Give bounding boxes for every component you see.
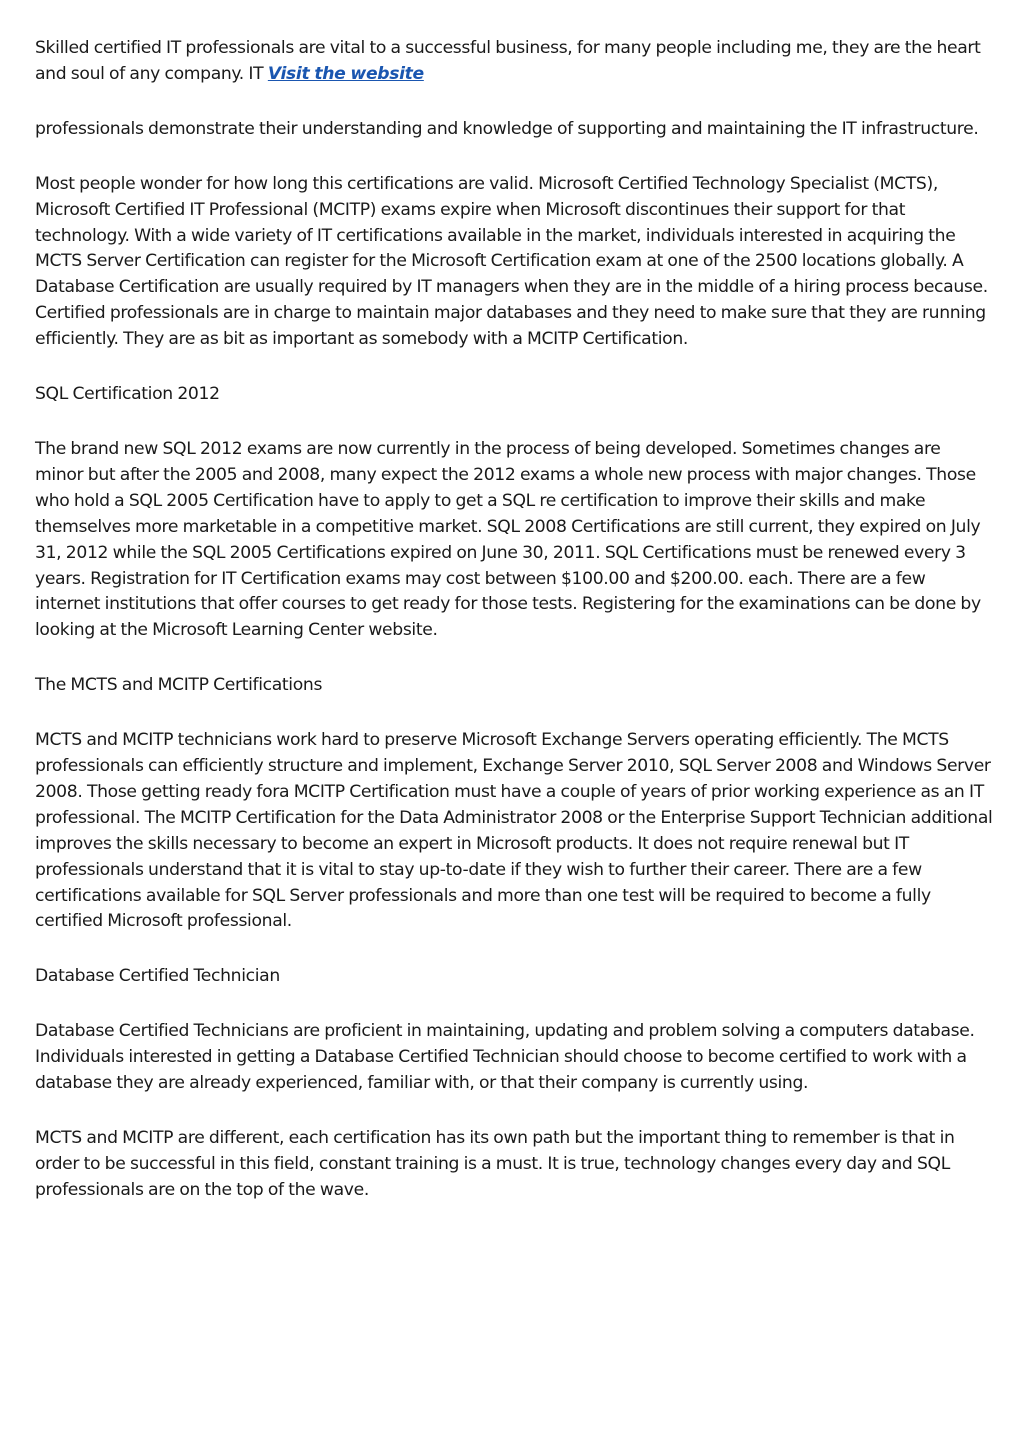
paragraph-it-professionals: professionals demonstrate their understanding and knowledge of supporting and maintaining the IT infrastructure.	[35, 118, 979, 139]
paragraph-certification-validity: Most people wonder for how long this certifications are valid. Microsoft Certified Technology Specialist (MCTS), Microsoft Certified IT Professional (MCITP) exams expire when Microsoft discontinues their support for that technology. With a wide variety of IT certifications available in the market, individuals interested in acquiring the MCTS Server Certification can register for the Microsoft Certification exam at one of the 2500 locations globally. A Database Certification are usually required by IT managers when they are in the middle of a hiring process because. Certified professionals are in charge to maintain major databases and they need to make sure that they are running efficiently. They are as bit as important as somebody with a MCITP Certification.	[35, 173, 988, 350]
heading-database-certified-technician: Database Certified Technician	[35, 966, 280, 987]
intro-text: Skilled certified IT professionals are vital to a successful business, for many people including me, they are the heart and soul of any company. IT	[35, 38, 981, 84]
paragraph-mcts-mcitp: MCTS and MCITP technicians work hard to preserve Microsoft Exchange Servers operating efficiently. The MCTS professionals can efficiently structure and implement, Exchange Server 2010, SQL Server 2008 and Windows Server 2008. Those getting ready fora MCITP Certification must have a couple of years of prior working experience as an IT professional. The MCITP Certification for the Data Administrator 2008 or the Enterprise Support Technician additional improves the skills necessary to become an expert in Microsoft products. It does not require renewal but IT professionals understand that it is vital to stay up-to-date if they wish to further their career. There are a few certifications available for SQL Server professionals and more than one test will be required to become a fully certified Microsoft professional.	[35, 730, 993, 932]
heading-sql-certification-2012: SQL Certification 2012	[35, 384, 220, 405]
heading-mcts-mcitp: The MCTS and MCITP Certifications	[35, 675, 323, 696]
paragraph-sql-2012-exams: The brand new SQL 2012 exams are now currently in the process of being developed. Sometimes changes are minor but after the 2005 and 2008, many expect the 2012 exams a whole new process with major changes. Those who hold a SQL 2005 Certification have to apply to get a SQL re certification to improve their skills and make themselves more marketable in a competitive market. SQL 2008 Certifications are still current, they expired on July 31, 2012 while the SQL 2005 Certifications expired on June 30, 2011. SQL Certifications must be renewed every 3 years. Registration for IT Certification exams may cost between $100.00 and $200.00. each. There are a few internet institutions that offer courses to get ready for those tests. Registering for the examinations can be done by looking at the Microsoft Learning Center website.	[35, 438, 981, 641]
intro-paragraph	[35, 36, 993, 88]
visit-website-link[interactable]: Visit the website	[267, 63, 424, 84]
paragraph-conclusion: MCTS and MCITP are different, each certification has its own path but the important thing to remember is that in order to be successful in this field, constant training is a must. It is true, technology changes every day and SQL professionals are on the top of the wave.	[35, 1128, 955, 1200]
paragraph-database-technicians: Database Certified Technicians are proficient in maintaining, updating and problem solving a computers database. Individuals interested in getting a Database Certified Technician should choose to become certified to work with a database they are already experienced, familiar with, or that their company is currently using.	[35, 1021, 975, 1094]
document-body	[35, 36, 993, 1233]
